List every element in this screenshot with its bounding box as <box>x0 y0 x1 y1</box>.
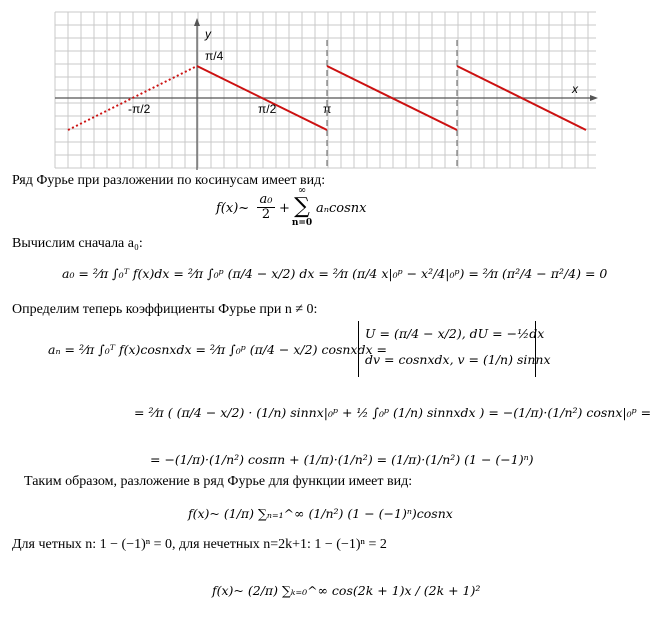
a0-numerator: a₀ <box>257 193 275 208</box>
a0-calculation: a₀ = ²⁄π ∫₀ᵀ f(x)dx = ²⁄π ∫₀ᵖ (π/4 − x/2) dx = ²⁄π (π/4 x|₀ᵖ − x²/4|₀ᵖ) = ²⁄π (π²/4 − π²/4) = 0 <box>62 266 608 281</box>
x-axis-arrow <box>590 95 598 101</box>
sum-sign: ∑ <box>294 194 310 219</box>
x-axis-label: x <box>572 82 578 96</box>
an-line-2: = ²⁄π ( (π/4 − x/2) · (1/n) sinnx|₀ᵖ + ½ ∫₀ᵖ (1/n) sinnxdx ) = −(1/π)·(1/n²) cosnx|₀ᵖ = <box>134 405 651 420</box>
thus-text: Таким образом, разложение в ряд Фурье для функции имеет вид: <box>24 474 413 489</box>
sum-upper: ∞ <box>297 185 307 196</box>
substitution-box <box>358 321 551 377</box>
calc-a0-text: Вычислим сначала a₀: <box>12 236 143 251</box>
y-axis-label: y <box>205 27 211 41</box>
define-an-text: Определим теперь коэффициенты Фурье при n ≠ 0: <box>12 302 318 317</box>
even-odd-text: Для четных n: 1 − (−1)ⁿ = 0, для нечетных n=2k+1: 1 − (−1)ⁿ = 2 <box>12 537 387 552</box>
substitution-v: dv = cosnxdx, v = (1/n) sinnx <box>365 352 551 367</box>
an-cos-term: aₙcosnx <box>316 201 367 216</box>
an-line-1: aₙ = ²⁄π ∫₀ᵀ f(x)cosnxdx = ²⁄π ∫₀ᵖ (π/4 − x/2) cosnxdx = <box>48 342 387 357</box>
result-formula-2: f(x)~ (2/π) ∑ₖ₌₀^∞ cos(2k + 1)x / (2k + 1)² <box>212 583 481 598</box>
result-formula-1: f(x)~ (1/π) ∑ₙ₌₁^∞ (1/n²) (1 − (−1)ⁿ)cosnx <box>188 506 453 521</box>
label-neg-pi-over-2: -π/2 <box>128 102 151 116</box>
series-formula <box>216 201 249 216</box>
series-lhs: f(x)~ <box>216 201 250 216</box>
plus-sign: + <box>279 201 290 216</box>
y-axis-arrow <box>194 18 200 26</box>
intro-text: Ряд Фурье при разложении по косинусам имеет вид: <box>12 173 326 188</box>
sum-lower: n=0 <box>291 218 313 228</box>
a0-denominator: 2 <box>261 207 271 222</box>
substitution-u: U = (π/4 − x/2), dU = −½dx <box>365 326 545 341</box>
an-line-3: = −(1/π)·(1/n²) cosπn + (1/π)·(1/n²) = (1/π)·(1/n²) (1 − (−1)ⁿ) <box>150 452 534 467</box>
label-pi: π <box>323 102 332 116</box>
label-pi-over-4: π/4 <box>205 49 224 63</box>
a0-fraction <box>257 193 275 222</box>
sum-symbol <box>291 186 313 228</box>
function-graph <box>0 0 598 172</box>
label-pi-over-2: π/2 <box>258 102 277 116</box>
grid <box>55 12 596 168</box>
